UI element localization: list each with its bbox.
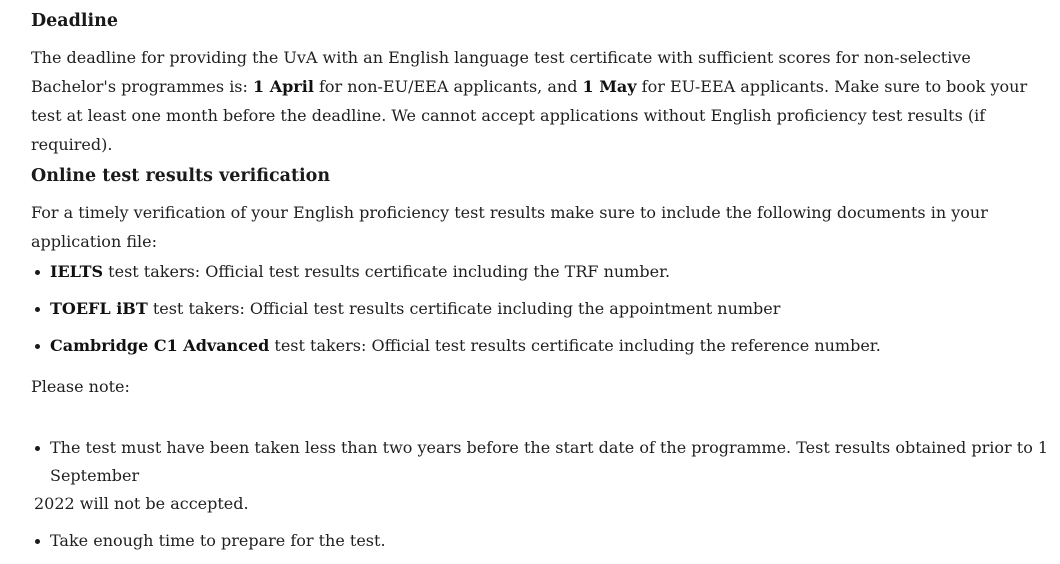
test-name: Cambridge C1 Advanced — [50, 336, 270, 355]
deadline-date-non-eu: 1 April — [253, 77, 314, 96]
deadline-date-eu: 1 May — [582, 77, 637, 96]
bullet-icon — [35, 446, 40, 451]
list-item — [31, 295, 881, 323]
test-name: IELTS — [50, 262, 104, 281]
deadline-text-2: for non-EU/EEA applicants, and — [313, 77, 583, 96]
test-name: TOEFL iBT — [50, 299, 148, 318]
list-item — [31, 258, 881, 286]
bullet-icon — [35, 307, 40, 312]
deadline-paragraph — [31, 43, 1056, 159]
note-text: Take enough time to prepare for the test. — [50, 531, 386, 550]
note-text-line-1: The test must have been taken less than two years before the start date of the programme. Test results obtained prior to 1 September — [50, 438, 1049, 485]
test-requirements-list — [31, 258, 881, 369]
bullet-icon — [35, 344, 40, 349]
test-requirement-text: test takers: Official test results certificate including the TRF number. — [103, 262, 671, 281]
deadline-heading: Deadline — [31, 11, 119, 31]
notes-list — [31, 434, 1050, 564]
note-text-line-2: 2022 will not be accepted. — [34, 494, 249, 513]
list-item — [31, 332, 881, 360]
list-item — [31, 434, 1050, 518]
list-item — [31, 527, 1050, 555]
test-requirement-text: test takers: Official test results certificate including the appointment number — [147, 299, 781, 318]
deadline-text-1: The deadline for providing the UvA with an English language test certificate with sufficient scores for non-selective Bachelor's programmes is: — [31, 48, 971, 96]
verification-intro: For a timely verification of your English proficiency test results make sure to include the following documents in your application file: — [31, 203, 988, 251]
deadline-text-3: for EU-EEA applicants. Make sure to book your test at least one month before the deadline. We cannot accept applications without English proficiency test results (if required). — [31, 77, 1028, 154]
please-note-label: Please note: — [31, 377, 130, 396]
test-requirement-text: test takers: Official test results certificate including the reference number. — [269, 336, 881, 355]
bullet-icon — [35, 539, 40, 544]
bullet-icon — [35, 270, 40, 275]
verification-heading: Online test results verification — [31, 166, 331, 186]
